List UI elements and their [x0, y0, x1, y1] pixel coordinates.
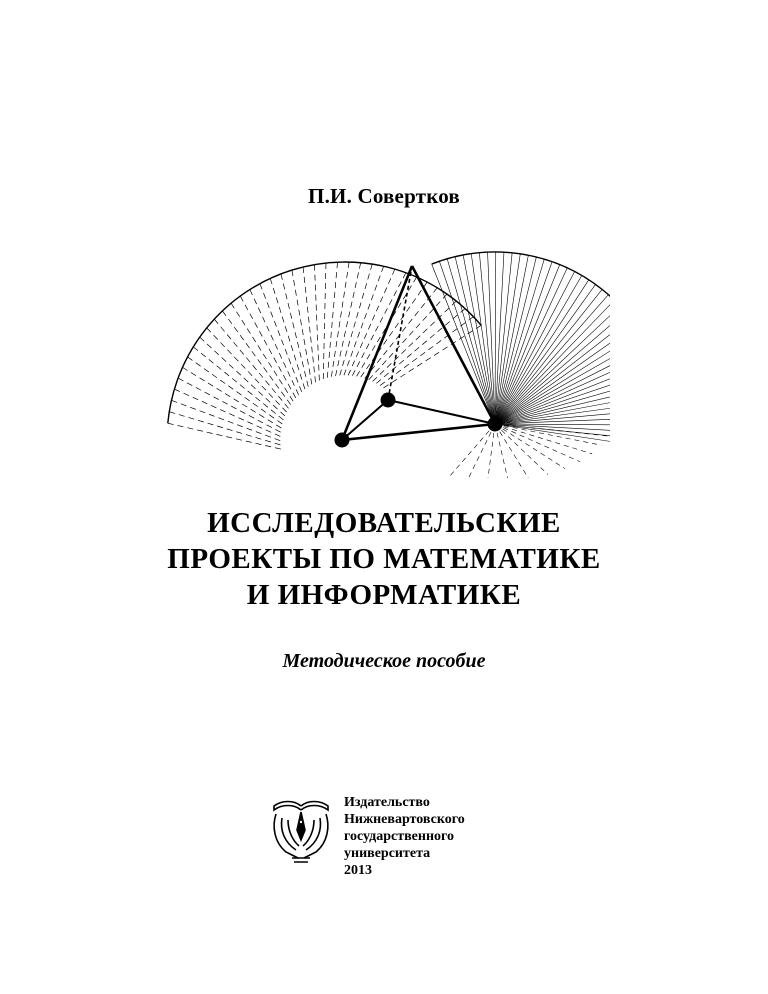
- subtitle: Методическое пособие: [282, 650, 486, 672]
- publisher-block: [344, 794, 465, 879]
- publication-year: 2013: [344, 863, 372, 878]
- book-pen-logo-icon: [268, 796, 334, 866]
- title-line: ИССЛЕДОВАТЕЛЬСКИЕ: [207, 507, 561, 539]
- publisher-line: Нижневартовского: [344, 812, 465, 827]
- geometric-fan-illustration-icon: [150, 228, 610, 478]
- title-line: ПРОЕКТЫ ПО МАТЕМАТИКЕ: [167, 543, 601, 575]
- publisher-line: университета: [344, 846, 431, 861]
- title-line: И ИНФОРМАТИКЕ: [246, 579, 522, 611]
- publisher-line: Издательство: [344, 795, 430, 810]
- author-name: П.И. Совертков: [308, 184, 460, 208]
- book-title: [0, 505, 768, 613]
- publisher-line: государственного: [344, 829, 455, 844]
